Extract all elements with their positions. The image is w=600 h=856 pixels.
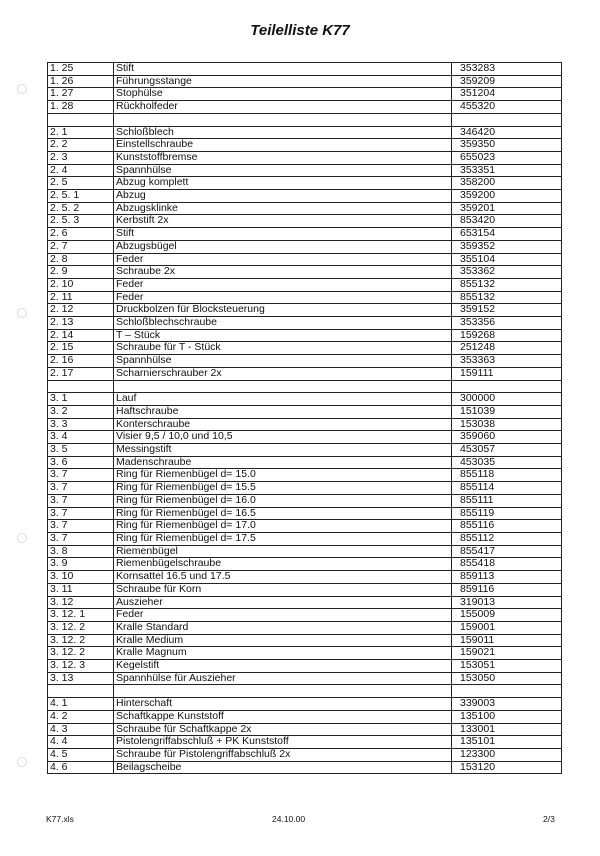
part-description-cell: Konterschraube: [114, 418, 452, 431]
table-row: [48, 672, 562, 685]
part-number-cell: 3. 10: [48, 571, 114, 584]
part-description-cell: Feder: [114, 278, 452, 291]
punch-hole-mark: [17, 757, 27, 767]
part-number-cell: 3. 12. 3: [48, 660, 114, 673]
part-description-cell: Lauf: [114, 393, 452, 406]
table-row: [48, 139, 562, 152]
article-number-cell: 133001: [452, 723, 562, 736]
article-number-cell: 159001: [452, 621, 562, 634]
part-number-cell: 2. 4: [48, 164, 114, 177]
part-description-cell: Visier 9,5 / 10,0 und 10,5: [114, 431, 452, 444]
part-description-cell: Haftschraube: [114, 405, 452, 418]
part-number-cell: 2. 5: [48, 177, 114, 190]
table-row: [48, 215, 562, 228]
table-row: [48, 723, 562, 736]
group-separator-row: [48, 685, 562, 698]
part-number-cell: 3. 9: [48, 558, 114, 571]
empty-cell: [114, 685, 452, 698]
part-number-cell: 3. 7: [48, 482, 114, 495]
article-number-cell: 153051: [452, 660, 562, 673]
empty-cell: [114, 113, 452, 126]
part-description-cell: Abzug: [114, 190, 452, 203]
part-number-cell: 3. 2: [48, 405, 114, 418]
part-description-cell: Druckbolzen für Blocksteuerung: [114, 304, 452, 317]
article-number-cell: 353351: [452, 164, 562, 177]
parts-table-body: [48, 63, 562, 774]
footer-date: 24.10.00: [272, 814, 306, 824]
part-number-cell: 3. 13: [48, 672, 114, 685]
table-row: [48, 558, 562, 571]
article-number-cell: 453035: [452, 456, 562, 469]
part-number-cell: 1. 28: [48, 101, 114, 114]
group-separator-row: [48, 380, 562, 393]
table-row: [48, 736, 562, 749]
table-row: [48, 393, 562, 406]
empty-cell: [114, 380, 452, 393]
part-description-cell: Einstellschraube: [114, 139, 452, 152]
table-row: [48, 634, 562, 647]
table-row: [48, 520, 562, 533]
punch-hole-mark: [17, 308, 27, 318]
article-number-cell: 251248: [452, 342, 562, 355]
article-number-cell: 855417: [452, 545, 562, 558]
article-number-cell: 339003: [452, 698, 562, 711]
empty-cell: [48, 685, 114, 698]
table-row: [48, 228, 562, 241]
part-description-cell: Schraube für Pistolengriffabschluß 2x: [114, 748, 452, 761]
table-row: [48, 151, 562, 164]
part-number-cell: 3. 12. 2: [48, 647, 114, 660]
table-row: [48, 202, 562, 215]
part-description-cell: Schloßblech: [114, 126, 452, 139]
part-number-cell: 4. 5: [48, 748, 114, 761]
part-description-cell: Feder: [114, 253, 452, 266]
part-number-cell: 1. 25: [48, 63, 114, 76]
part-number-cell: 2. 5. 1: [48, 190, 114, 203]
part-description-cell: Ring für Riemenbügel d= 16.0: [114, 494, 452, 507]
part-description-cell: Stophülse: [114, 88, 452, 101]
article-number-cell: 353363: [452, 355, 562, 368]
part-number-cell: 2. 10: [48, 278, 114, 291]
table-row: [48, 609, 562, 622]
part-description-cell: Spannhülse: [114, 164, 452, 177]
article-number-cell: 353283: [452, 63, 562, 76]
table-row: [48, 545, 562, 558]
part-number-cell: 3. 5: [48, 444, 114, 457]
table-row: [48, 469, 562, 482]
part-number-cell: 3. 12: [48, 596, 114, 609]
article-number-cell: 855112: [452, 532, 562, 545]
table-row: [48, 190, 562, 203]
part-number-cell: 2. 2: [48, 139, 114, 152]
part-number-cell: 3. 4: [48, 431, 114, 444]
table-row: [48, 304, 562, 317]
article-number-cell: 159111: [452, 367, 562, 380]
part-number-cell: 4. 6: [48, 761, 114, 774]
part-description-cell: Schraube für T - Stück: [114, 342, 452, 355]
part-number-cell: 3. 1: [48, 393, 114, 406]
article-number-cell: 351204: [452, 88, 562, 101]
article-number-cell: 153050: [452, 672, 562, 685]
article-number-cell: 855119: [452, 507, 562, 520]
part-number-cell: 2. 14: [48, 329, 114, 342]
article-number-cell: 346420: [452, 126, 562, 139]
article-number-cell: 455320: [452, 101, 562, 114]
part-number-cell: 1. 27: [48, 88, 114, 101]
part-description-cell: Schraube für Schaftkappe 2x: [114, 723, 452, 736]
table-row: [48, 63, 562, 76]
table-row: [48, 583, 562, 596]
part-description-cell: Führungsstange: [114, 75, 452, 88]
part-number-cell: 3. 8: [48, 545, 114, 558]
part-number-cell: 3. 3: [48, 418, 114, 431]
article-number-cell: 359152: [452, 304, 562, 317]
article-number-cell: 359209: [452, 75, 562, 88]
part-description-cell: Madenschraube: [114, 456, 452, 469]
table-row: [48, 75, 562, 88]
table-row: [48, 329, 562, 342]
part-number-cell: 3. 6: [48, 456, 114, 469]
article-number-cell: 153038: [452, 418, 562, 431]
part-description-cell: Pistolengriffabschluß + PK Kunststoff: [114, 736, 452, 749]
part-number-cell: 3. 7: [48, 520, 114, 533]
table-row: [48, 761, 562, 774]
article-number-cell: 359352: [452, 240, 562, 253]
part-description-cell: Riemenbügelschraube: [114, 558, 452, 571]
part-number-cell: 2. 12: [48, 304, 114, 317]
part-number-cell: 4. 3: [48, 723, 114, 736]
article-number-cell: 153120: [452, 761, 562, 774]
part-number-cell: 2. 5. 2: [48, 202, 114, 215]
part-number-cell: 3. 12. 1: [48, 609, 114, 622]
article-number-cell: 359350: [452, 139, 562, 152]
article-number-cell: 159268: [452, 329, 562, 342]
footer-page-number: 2/3: [543, 814, 555, 824]
table-row: [48, 710, 562, 723]
article-number-cell: 353362: [452, 266, 562, 279]
part-number-cell: 4. 2: [48, 710, 114, 723]
part-description-cell: Feder: [114, 291, 452, 304]
article-number-cell: 359060: [452, 431, 562, 444]
table-row: [48, 647, 562, 660]
punch-hole-mark: [17, 533, 27, 543]
part-number-cell: 2. 5. 3: [48, 215, 114, 228]
article-number-cell: 159021: [452, 647, 562, 660]
part-description-cell: Beilagscheibe: [114, 761, 452, 774]
part-description-cell: Schaftkappe Kunststoff: [114, 710, 452, 723]
article-number-cell: 859116: [452, 583, 562, 596]
part-description-cell: Schloßblechschraube: [114, 317, 452, 330]
table-row: [48, 88, 562, 101]
part-description-cell: Kralle Standard: [114, 621, 452, 634]
table-row: [48, 355, 562, 368]
part-number-cell: 2. 6: [48, 228, 114, 241]
article-number-cell: 655023: [452, 151, 562, 164]
footer-filename: K77.xls: [46, 814, 74, 824]
page-title: Teilelliste K77: [250, 22, 350, 39]
article-number-cell: 123300: [452, 748, 562, 761]
table-row: [48, 164, 562, 177]
article-number-cell: 855418: [452, 558, 562, 571]
article-number-cell: 359201: [452, 202, 562, 215]
part-number-cell: 3. 7: [48, 494, 114, 507]
table-row: [48, 278, 562, 291]
table-row: [48, 431, 562, 444]
article-number-cell: 355104: [452, 253, 562, 266]
part-description-cell: Spannhülse für Auszieher: [114, 672, 452, 685]
part-number-cell: 3. 7: [48, 507, 114, 520]
part-description-cell: T – Stück: [114, 329, 452, 342]
part-description-cell: Ring für Riemenbügel d= 17.0: [114, 520, 452, 533]
part-description-cell: Abzugsklinke: [114, 202, 452, 215]
table-row: [48, 482, 562, 495]
table-row: [48, 266, 562, 279]
table-row: [48, 660, 562, 673]
part-description-cell: Kerbstift 2x: [114, 215, 452, 228]
table-row: [48, 748, 562, 761]
article-number-cell: 855111: [452, 494, 562, 507]
table-row: [48, 456, 562, 469]
table-row: [48, 317, 562, 330]
part-description-cell: Kralle Medium: [114, 634, 452, 647]
article-number-cell: 135101: [452, 736, 562, 749]
part-number-cell: 2. 8: [48, 253, 114, 266]
part-number-cell: 4. 4: [48, 736, 114, 749]
part-number-cell: 3. 12. 2: [48, 621, 114, 634]
article-number-cell: 319013: [452, 596, 562, 609]
part-description-cell: Kralle Magnum: [114, 647, 452, 660]
part-description-cell: Feder: [114, 609, 452, 622]
empty-cell: [452, 380, 562, 393]
article-number-cell: 353356: [452, 317, 562, 330]
article-number-cell: 453057: [452, 444, 562, 457]
article-number-cell: 855116: [452, 520, 562, 533]
part-description-cell: Schraube für Korn: [114, 583, 452, 596]
part-description-cell: Kegelstift: [114, 660, 452, 673]
punch-hole-mark: [17, 84, 27, 94]
part-description-cell: Abzug komplett: [114, 177, 452, 190]
part-description-cell: Ring für Riemenbügel d= 15.0: [114, 469, 452, 482]
article-number-cell: 855132: [452, 278, 562, 291]
table-row: [48, 126, 562, 139]
part-number-cell: 2. 3: [48, 151, 114, 164]
part-number-cell: 3. 7: [48, 469, 114, 482]
part-number-cell: 2. 1: [48, 126, 114, 139]
group-separator-row: [48, 113, 562, 126]
table-row: [48, 342, 562, 355]
part-description-cell: Rückholfeder: [114, 101, 452, 114]
part-description-cell: Ring für Riemenbügel d= 16.5: [114, 507, 452, 520]
article-number-cell: 159011: [452, 634, 562, 647]
part-description-cell: Scharnierschrauber 2x: [114, 367, 452, 380]
part-number-cell: 2. 16: [48, 355, 114, 368]
part-number-cell: 3. 12. 2: [48, 634, 114, 647]
part-description-cell: Ring für Riemenbügel d= 15.5: [114, 482, 452, 495]
part-number-cell: 3. 11: [48, 583, 114, 596]
table-row: [48, 367, 562, 380]
article-number-cell: 855118: [452, 469, 562, 482]
part-number-cell: 3. 7: [48, 532, 114, 545]
article-number-cell: 151039: [452, 405, 562, 418]
table-row: [48, 532, 562, 545]
part-description-cell: Hinterschaft: [114, 698, 452, 711]
table-row: [48, 405, 562, 418]
article-number-cell: 859113: [452, 571, 562, 584]
table-row: [48, 418, 562, 431]
empty-cell: [452, 113, 562, 126]
part-description-cell: Stift: [114, 228, 452, 241]
article-number-cell: 359200: [452, 190, 562, 203]
table-row: [48, 240, 562, 253]
article-number-cell: 155009: [452, 609, 562, 622]
part-description-cell: Kornsattel 16.5 und 17.5: [114, 571, 452, 584]
part-description-cell: Spannhülse: [114, 355, 452, 368]
article-number-cell: 653154: [452, 228, 562, 241]
part-number-cell: 2. 11: [48, 291, 114, 304]
part-number-cell: 2. 17: [48, 367, 114, 380]
table-row: [48, 698, 562, 711]
part-description-cell: Ring für Riemenbügel d= 17.5: [114, 532, 452, 545]
article-number-cell: 135100: [452, 710, 562, 723]
table-row: [48, 621, 562, 634]
part-description-cell: Messingstift: [114, 444, 452, 457]
table-row: [48, 507, 562, 520]
table-row: [48, 177, 562, 190]
article-number-cell: 853420: [452, 215, 562, 228]
article-number-cell: 855114: [452, 482, 562, 495]
table-row: [48, 571, 562, 584]
article-number-cell: 358200: [452, 177, 562, 190]
part-number-cell: 4. 1: [48, 698, 114, 711]
parts-table: [47, 62, 562, 774]
part-number-cell: 2. 7: [48, 240, 114, 253]
table-row: [48, 596, 562, 609]
table-row: [48, 291, 562, 304]
table-row: [48, 101, 562, 114]
part-number-cell: 2. 13: [48, 317, 114, 330]
part-description-cell: Abzugsbügel: [114, 240, 452, 253]
part-description-cell: Stift: [114, 63, 452, 76]
article-number-cell: 855132: [452, 291, 562, 304]
part-number-cell: 1. 26: [48, 75, 114, 88]
empty-cell: [48, 380, 114, 393]
table-row: [48, 444, 562, 457]
empty-cell: [48, 113, 114, 126]
part-description-cell: Schraube 2x: [114, 266, 452, 279]
part-number-cell: 2. 9: [48, 266, 114, 279]
part-description-cell: Riemenbügel: [114, 545, 452, 558]
empty-cell: [452, 685, 562, 698]
article-number-cell: 300000: [452, 393, 562, 406]
table-row: [48, 494, 562, 507]
table-row: [48, 253, 562, 266]
part-number-cell: 2. 15: [48, 342, 114, 355]
part-description-cell: Auszieher: [114, 596, 452, 609]
part-description-cell: Kunststoffbremse: [114, 151, 452, 164]
